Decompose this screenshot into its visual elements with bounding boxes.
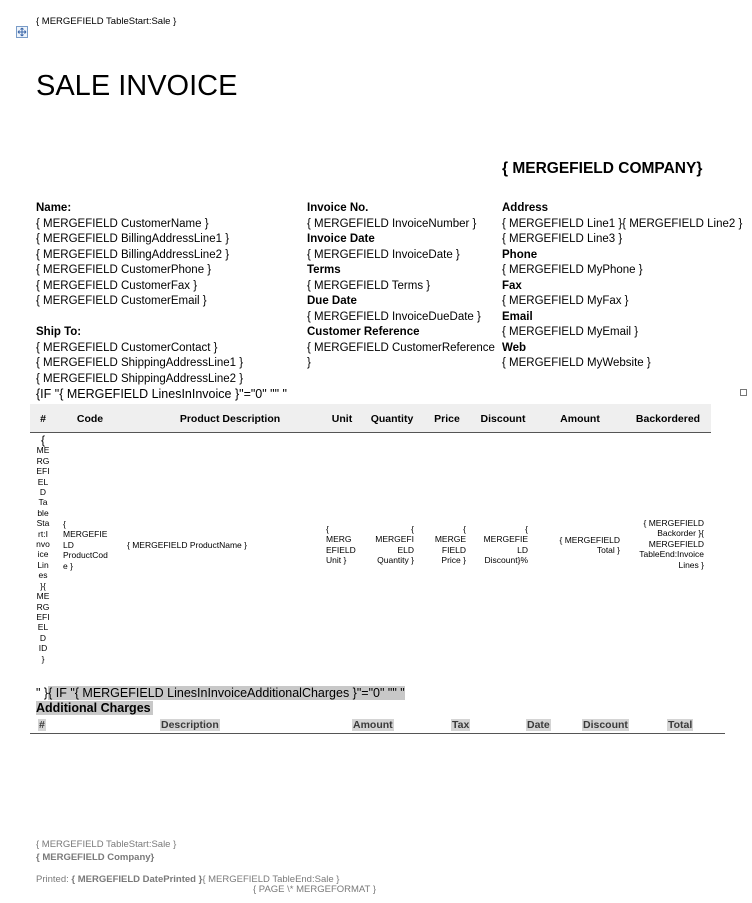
cell-unit-line: { xyxy=(326,524,329,534)
charges-header-amount: Amount xyxy=(353,719,393,731)
cell-discount-line: MERGEFIE xyxy=(483,534,528,545)
cell-code-line: LD xyxy=(63,539,74,550)
date-printed-field: { MERGEFIELD DatePrinted } xyxy=(71,874,203,885)
billing-address2-field: { MERGEFIELD BillingAddressLine2 } xyxy=(36,248,230,261)
invoice-no-label: Invoice No. xyxy=(307,202,369,214)
customer-fax-field: { MERGEFIELD CustomerFax } xyxy=(36,279,198,292)
cell-backordered-line: TableEnd:Invoice xyxy=(639,549,704,560)
address-line1-field: { MERGEFIELD Line1 }{ MERGEFIELD Line2 } xyxy=(502,217,743,230)
cell-num-line: }{ xyxy=(40,580,46,591)
billing-address1-field: { MERGEFIELD BillingAddressLine1 } xyxy=(36,233,230,245)
cell-discount-line: { xyxy=(525,524,528,534)
cell-num-line: ID xyxy=(38,643,48,654)
customer-email-field: { MERGEFIELD CustomerEmail } xyxy=(36,295,207,307)
cell-discount xyxy=(476,524,528,566)
page-number-field: { PAGE \* MERGEFORMAT } xyxy=(253,884,376,895)
charges-header-tax: Tax xyxy=(452,719,470,731)
table-resize-handle[interactable] xyxy=(740,389,747,396)
company-field: { MERGEFIELD COMPANY} xyxy=(502,160,703,177)
cell-code-line: { xyxy=(63,519,66,529)
ship-to-label: Ship To: xyxy=(36,326,82,338)
cell-description: { MERGEFIELD ProductName } xyxy=(127,540,247,550)
address-line3-field: { MERGEFIELD Line3 } xyxy=(502,233,623,245)
cell-discount-line: LD xyxy=(517,544,528,555)
name-label: Name: xyxy=(36,202,72,214)
cell-unit-line: Unit } xyxy=(326,555,347,566)
cell-backordered-line: { MERGEFIELD xyxy=(643,518,704,528)
cell-num xyxy=(32,435,54,664)
cell-quantity-line: { xyxy=(411,524,414,534)
cell-num-line: Ta xyxy=(38,497,48,508)
terms-label: Terms xyxy=(307,264,341,276)
charges-header-total: Total xyxy=(668,719,693,731)
customer-reference-label: Customer Reference xyxy=(307,326,420,338)
cell-num-line: ble xyxy=(37,507,49,518)
lines-table-header xyxy=(30,404,711,433)
col-header-amount: Amount xyxy=(560,413,600,425)
footer-table-end: { MERGEFIELD TableEnd:Sale } xyxy=(202,874,340,885)
cell-unit xyxy=(326,524,360,566)
cell-amount-line: Total } xyxy=(596,545,620,556)
col-header-quantity: Quantity xyxy=(370,413,414,425)
email-label: Email xyxy=(502,310,533,323)
cell-num-line: es xyxy=(38,570,48,581)
customer-block xyxy=(36,201,243,387)
website-field: { MERGEFIELD MyWebsite } xyxy=(502,357,651,369)
cell-num-line: ME xyxy=(36,445,50,456)
cell-price xyxy=(430,524,466,566)
cell-quantity xyxy=(368,524,414,566)
cell-quantity-line: MERGEFI xyxy=(375,534,414,545)
phone-field: { MERGEFIELD MyPhone } xyxy=(502,264,643,276)
col-header-discount: Discount xyxy=(480,413,526,425)
cell-num-line: ME xyxy=(36,591,50,602)
cell-num-line: EFI xyxy=(36,611,50,622)
due-date-label: Due Date xyxy=(307,295,357,307)
invoice-block xyxy=(307,201,495,372)
customer-name-field: { MERGEFIELD CustomerName } xyxy=(36,217,209,230)
customer-contact-field: { MERGEFIELD CustomerContact } xyxy=(36,341,218,354)
col-header-backordered: Backordered xyxy=(635,413,701,425)
cell-backordered xyxy=(626,518,704,570)
charges-header-date: Date xyxy=(527,719,550,731)
footer-company: { MERGEFIELD Company} xyxy=(36,852,155,863)
cell-price-line: { xyxy=(463,524,466,534)
cell-unit-line: MERG xyxy=(326,534,352,545)
email-field: { MERGEFIELD MyEmail } xyxy=(502,326,639,338)
cell-amount xyxy=(546,535,620,556)
cell-num-line: EL xyxy=(37,622,49,633)
due-date-field: { MERGEFIELD InvoiceDueDate } xyxy=(307,310,481,323)
cell-amount-line: { MERGEFIELD xyxy=(559,535,620,545)
col-header-description: Product Description xyxy=(179,413,281,425)
charges-table-header xyxy=(30,718,725,734)
customer-phone-field: { MERGEFIELD CustomerPhone } xyxy=(36,264,212,276)
cell-num-line: RG xyxy=(36,455,50,466)
invoice-date-field: { MERGEFIELD InvoiceDate } xyxy=(307,248,460,261)
if-charges-text: { IF "{ MERGEFIELD LinesInInvoiceAdditionalCharges }"="0" "" " xyxy=(48,686,405,700)
col-header-unit: Unit xyxy=(331,413,353,425)
cell-backordered-line: MERGEFIELD xyxy=(648,538,704,549)
company-info-block xyxy=(502,201,742,372)
cell-quantity-line: ELD xyxy=(397,544,414,555)
page-title: SALE INVOICE xyxy=(36,70,238,102)
cell-code-line: ProductCod xyxy=(63,550,108,561)
col-header-num: # xyxy=(40,413,46,425)
cell-num-line: EFI xyxy=(36,466,50,477)
cell-quantity-line: Quantity } xyxy=(377,555,414,566)
cell-num-line: EL xyxy=(37,476,49,487)
invoice-number-field: { MERGEFIELD InvoiceNumber } xyxy=(307,217,477,230)
web-label: Web xyxy=(502,341,527,354)
phone-label: Phone xyxy=(502,248,538,261)
cell-price-line: FIELD xyxy=(441,544,466,555)
cell-num-line: D xyxy=(39,632,47,643)
move-table-icon[interactable] xyxy=(16,26,28,38)
cell-code xyxy=(63,519,119,571)
charges-header-discount: Discount xyxy=(583,719,628,731)
cell-num-line: ice xyxy=(37,549,49,560)
col-header-price: Price xyxy=(434,413,460,425)
additional-charges-title: Additional Charges xyxy=(36,701,151,715)
cell-num-line: } xyxy=(41,653,45,664)
invoice-date-label: Invoice Date xyxy=(307,233,375,245)
address-label: Address xyxy=(502,202,549,214)
if-lines-field: {IF "{ MERGEFIELD LinesInInvoice }"="0" "" " xyxy=(36,387,287,401)
cell-unit-line: EFIELD xyxy=(326,544,356,555)
cell-num-line: { xyxy=(40,433,45,447)
footer-table-start: { MERGEFIELD TableStart:Sale } xyxy=(36,839,177,850)
lines-table-row xyxy=(30,433,711,664)
col-header-code: Code xyxy=(76,413,104,425)
cell-num-line: Lin xyxy=(37,559,49,570)
charges-header-num: # xyxy=(39,719,45,731)
fax-label: Fax xyxy=(502,279,522,292)
fax-field: { MERGEFIELD MyFax } xyxy=(502,295,629,307)
printed-label: Printed: xyxy=(36,874,72,885)
cell-backordered-line: Backorder }{ xyxy=(657,528,704,539)
shipping-address1-field: { MERGEFIELD ShippingAddressLine1 } xyxy=(36,357,244,369)
if-charges-prefix: " } xyxy=(36,686,49,700)
cell-num-line: RG xyxy=(36,601,50,612)
if-charges-field xyxy=(36,686,405,700)
cell-code-line: e } xyxy=(63,560,73,571)
table-start-field: { MERGEFIELD TableStart:Sale } xyxy=(36,16,177,27)
terms-field: { MERGEFIELD Terms } xyxy=(307,279,431,292)
charges-header-description: Description xyxy=(161,719,219,731)
customer-reference-close: } xyxy=(307,357,311,369)
cell-backordered-line: Lines } xyxy=(678,559,704,570)
cell-price-line: MERGE xyxy=(434,534,466,545)
cell-num-line: nvo xyxy=(36,539,50,550)
cell-num-line: D xyxy=(39,487,47,498)
cell-code-line: MERGEFIE xyxy=(63,529,108,540)
cell-num-line: rt:I xyxy=(38,528,48,539)
shipping-address2-field: { MERGEFIELD ShippingAddressLine2 } xyxy=(36,372,244,385)
customer-reference-field: { MERGEFIELD CustomerReference xyxy=(307,341,495,354)
cell-price-line: Price } xyxy=(441,555,466,566)
cell-discount-line: Discount}% xyxy=(484,555,528,566)
cell-num-line: Sta xyxy=(36,518,50,529)
